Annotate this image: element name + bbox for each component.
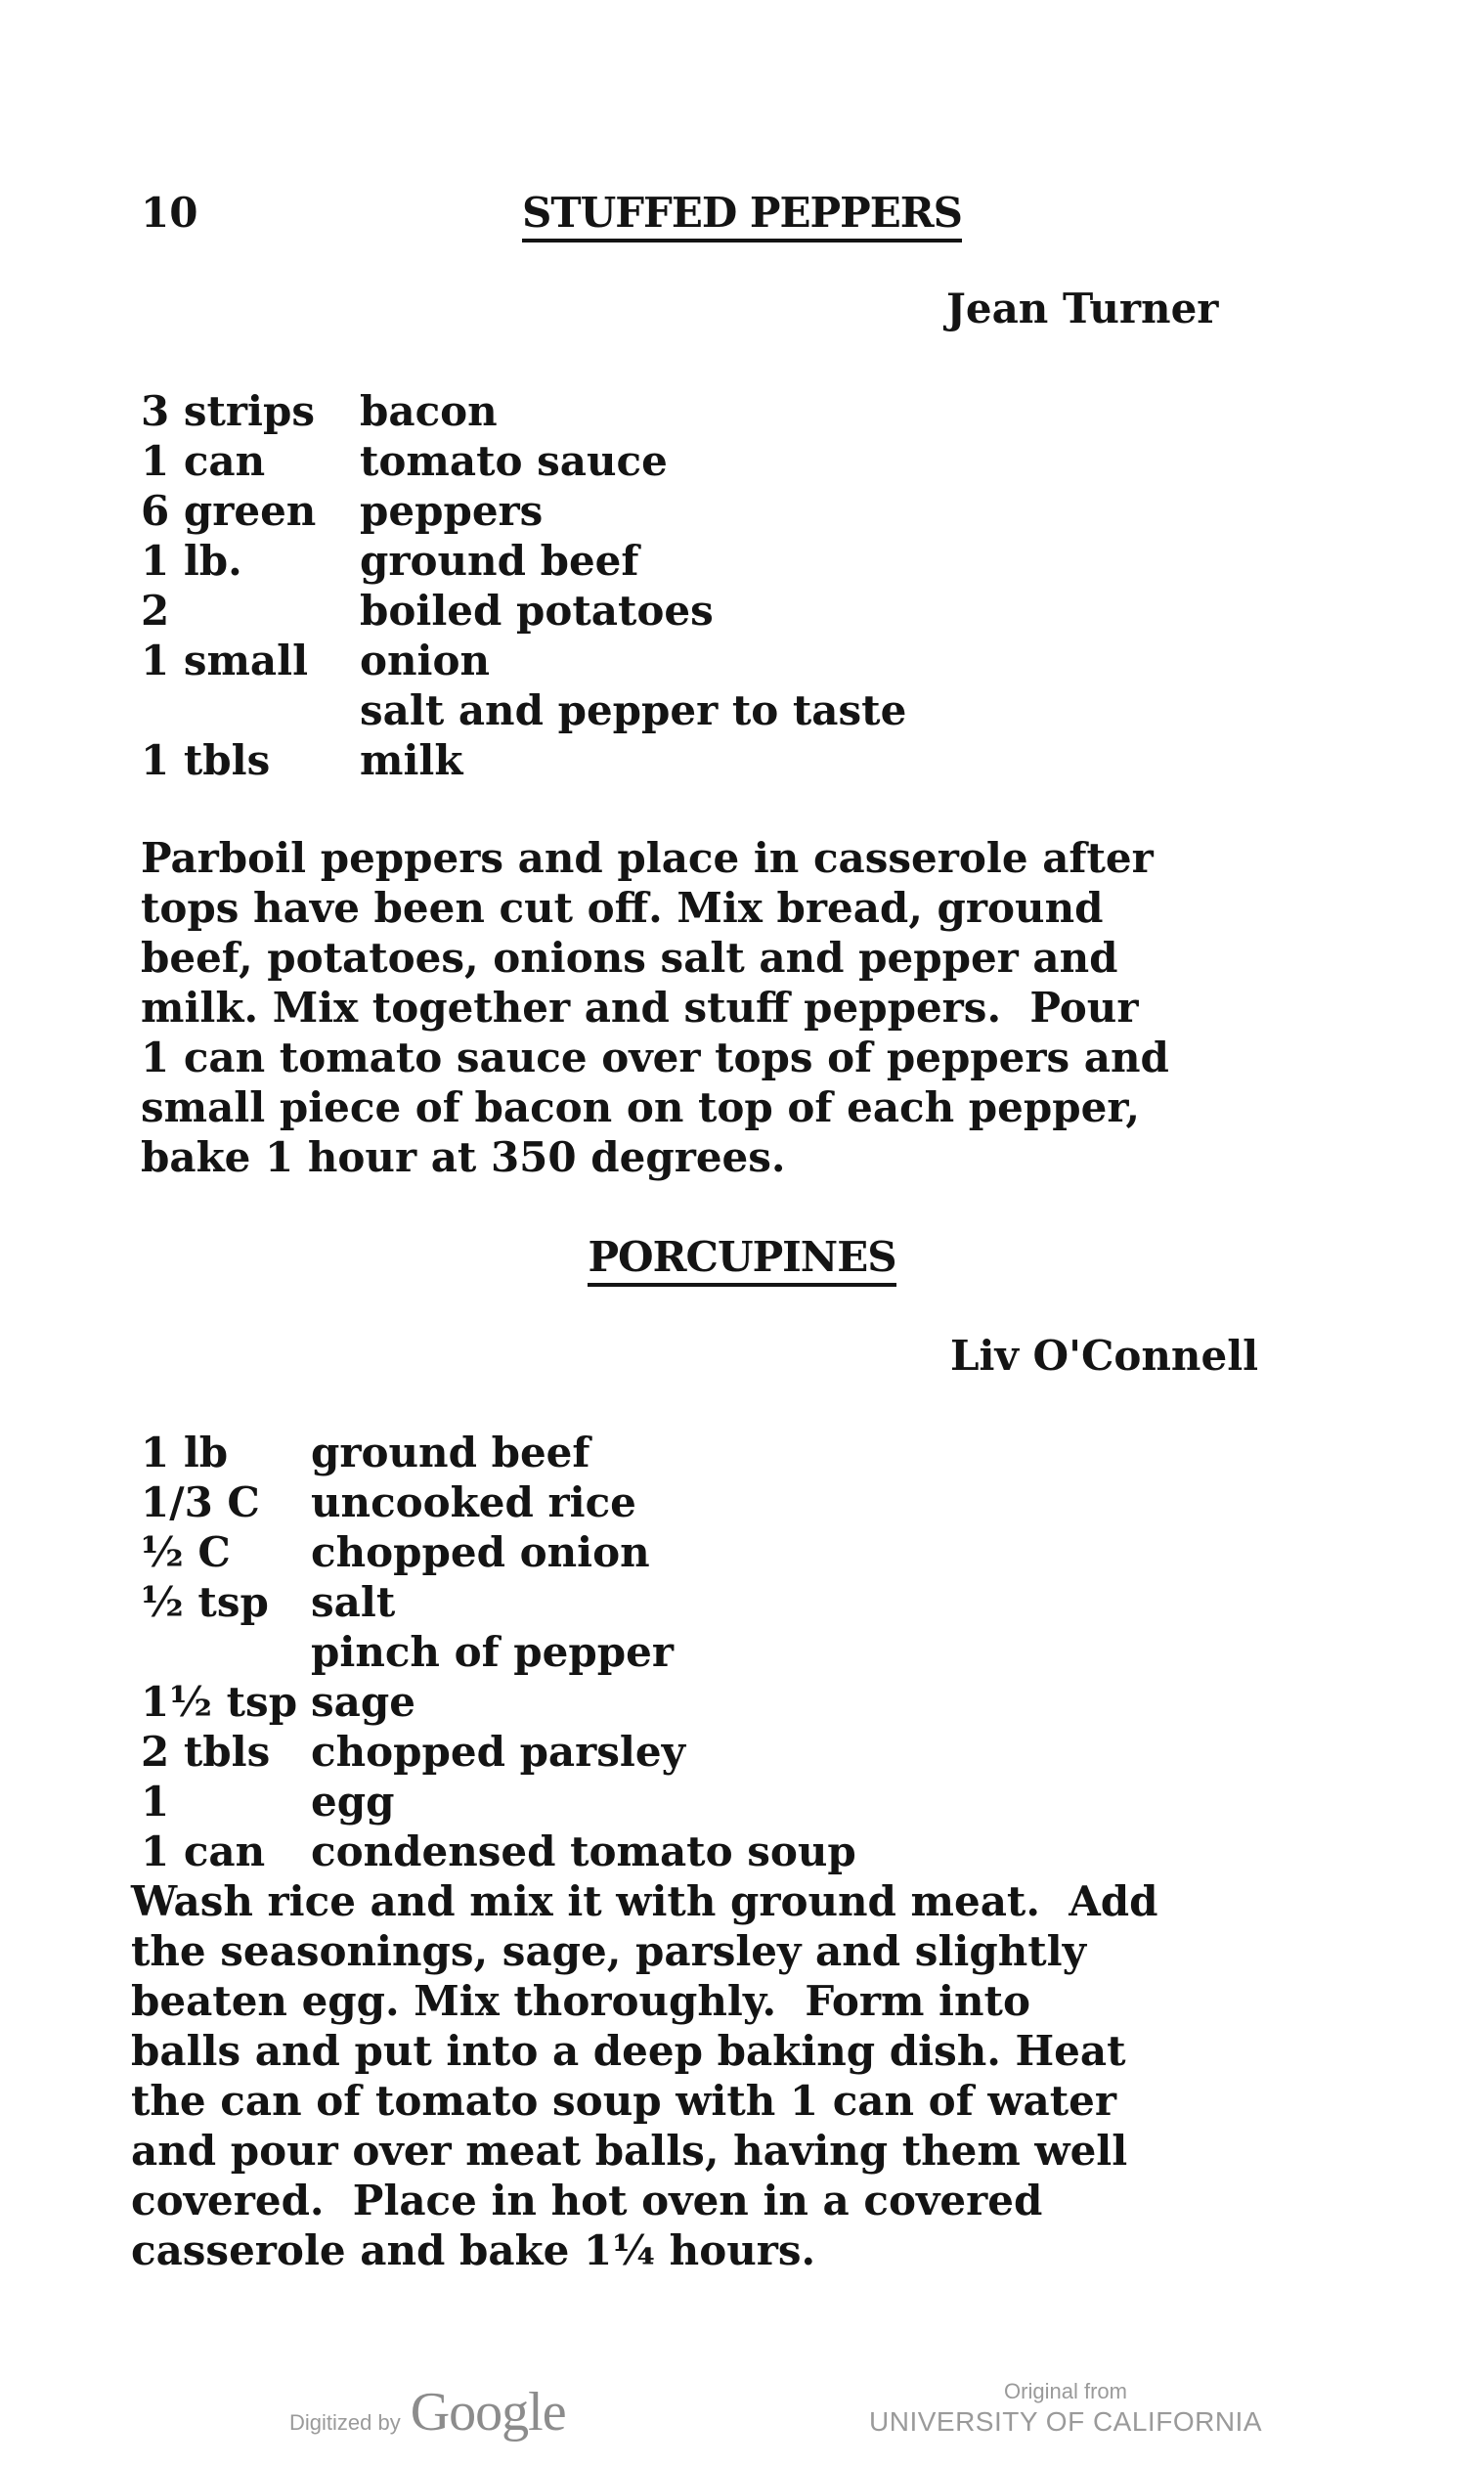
- directions: [141, 833, 1169, 1182]
- ingredient-qty: 1 tbls: [141, 736, 271, 784]
- direction-line: the can of tomato soup with 1 can of water: [131, 2077, 1116, 2125]
- ingredient-item: pinch of pepper: [311, 1628, 674, 1676]
- ingredient-qty: 1 lb: [141, 1429, 229, 1476]
- ingredient-item: ground beef: [360, 537, 639, 585]
- ingredient-item: egg: [311, 1778, 395, 1826]
- ingredient-qty: 1/3 C: [141, 1478, 260, 1526]
- ingredient-item: ground beef: [311, 1429, 590, 1476]
- ingredient-qty: 2 tbls: [141, 1728, 271, 1776]
- ingredient-row: [141, 1727, 856, 1777]
- direction-line: Wash rice and mix it with ground meat. Add: [131, 1877, 1158, 1925]
- ingredient-item: chopped onion: [311, 1528, 650, 1576]
- ingredient-row: [141, 735, 906, 785]
- ingredient-qty: ½ tsp: [141, 1578, 269, 1626]
- direction-line: covered. Place in hot oven in a covered: [131, 2177, 1043, 2224]
- direction-line: milk. Mix together and stuff peppers. Pour: [141, 984, 1139, 1032]
- digitized-by-label: Digitized by: [289, 2410, 401, 2435]
- ingredient-qty: 1 can: [141, 437, 266, 485]
- direction-line: bake 1 hour at 350 degrees.: [141, 1133, 786, 1181]
- university-name: UNIVERSITY OF CALIFORNIA: [869, 2406, 1262, 2437]
- ingredient-row: [141, 636, 906, 685]
- ingredient-qty: [141, 1627, 311, 1677]
- ingredient-row: [141, 586, 906, 636]
- ingredient-item: uncooked rice: [311, 1478, 636, 1526]
- ingredient-row: [141, 685, 906, 735]
- direction-line: beaten egg. Mix thoroughly. Form into: [131, 1977, 1030, 2025]
- ingredient-qty: [141, 685, 360, 735]
- digitized-by-credit: [289, 2381, 566, 2443]
- recipe-author: Jean Turner: [946, 285, 1219, 332]
- ingredient-qty: 2: [141, 587, 170, 635]
- ingredient-item: salt and pepper to taste: [360, 686, 907, 734]
- direction-line: balls and put into a deep baking dish. Heat: [131, 2027, 1126, 2075]
- ingredient-item: salt: [311, 1578, 396, 1626]
- ingredient-row: [141, 1428, 856, 1477]
- ingredient-item: tomato sauce: [360, 437, 668, 485]
- direction-line: Parboil peppers and place in casserole after: [141, 834, 1154, 882]
- ingredient-row: [141, 1827, 856, 1876]
- recipe-title-text: PORCUPINES: [588, 1234, 895, 1287]
- ingredient-row: [141, 1477, 856, 1527]
- ingredient-item: peppers: [360, 487, 544, 535]
- ingredient-item: onion: [360, 637, 491, 684]
- ingredient-list: [141, 1428, 856, 1876]
- original-from-label: Original from: [1004, 2379, 1127, 2403]
- directions: [131, 1876, 1158, 2275]
- direction-line: the seasonings, sage, parsley and slightly: [131, 1927, 1087, 1975]
- recipe-title-text: STUFFED PEPPERS: [522, 190, 962, 242]
- ingredient-qty: 6 green: [141, 487, 317, 535]
- ingredient-qty: 1: [141, 1778, 170, 1826]
- ingredient-row: [141, 486, 906, 536]
- ingredient-qty: 1 can: [141, 1827, 266, 1875]
- recipe-title: [0, 190, 1484, 242]
- ingredient-row: [141, 536, 906, 586]
- ingredient-item: boiled potatoes: [360, 587, 714, 635]
- ingredient-row: [141, 1627, 856, 1677]
- ingredient-row: [141, 1577, 856, 1627]
- direction-line: beef, potatoes, onions salt and pepper and: [141, 934, 1118, 982]
- google-logo: Google: [410, 2382, 566, 2443]
- ingredient-qty: 3 strips: [141, 387, 315, 435]
- ingredient-row: [141, 386, 906, 436]
- ingredient-item: sage: [311, 1678, 415, 1726]
- ingredient-item: condensed tomato soup: [311, 1827, 856, 1875]
- page-number: 10: [141, 189, 198, 237]
- ingredient-qty: 1 small: [141, 637, 309, 684]
- direction-line: casserole and bake 1¼ hours.: [131, 2226, 816, 2274]
- ingredient-row: [141, 1527, 856, 1577]
- direction-line: small piece of bacon on top of each pepper,: [141, 1083, 1141, 1131]
- ingredient-row: [141, 436, 906, 486]
- direction-line: 1 can tomato sauce over tops of peppers and: [141, 1034, 1169, 1081]
- ingredient-item: bacon: [360, 387, 498, 435]
- ingredient-qty: 1 lb.: [141, 537, 242, 585]
- direction-line: tops have been cut off. Mix bread, ground: [141, 884, 1104, 932]
- ingredient-qty: ½ C: [141, 1528, 231, 1576]
- ingredient-row: [141, 1677, 856, 1727]
- original-source-credit: [860, 2378, 1271, 2439]
- ingredient-list: [141, 386, 906, 785]
- ingredient-item: milk: [360, 736, 463, 784]
- ingredient-qty: 1½ tsp: [141, 1678, 298, 1726]
- ingredient-item: chopped parsley: [311, 1728, 686, 1776]
- ingredient-row: [141, 1777, 856, 1827]
- recipe-title: [0, 1234, 1484, 1287]
- direction-line: and pour over meat balls, having them well: [131, 2127, 1128, 2175]
- recipe-author: Liv O'Connell: [950, 1332, 1259, 1380]
